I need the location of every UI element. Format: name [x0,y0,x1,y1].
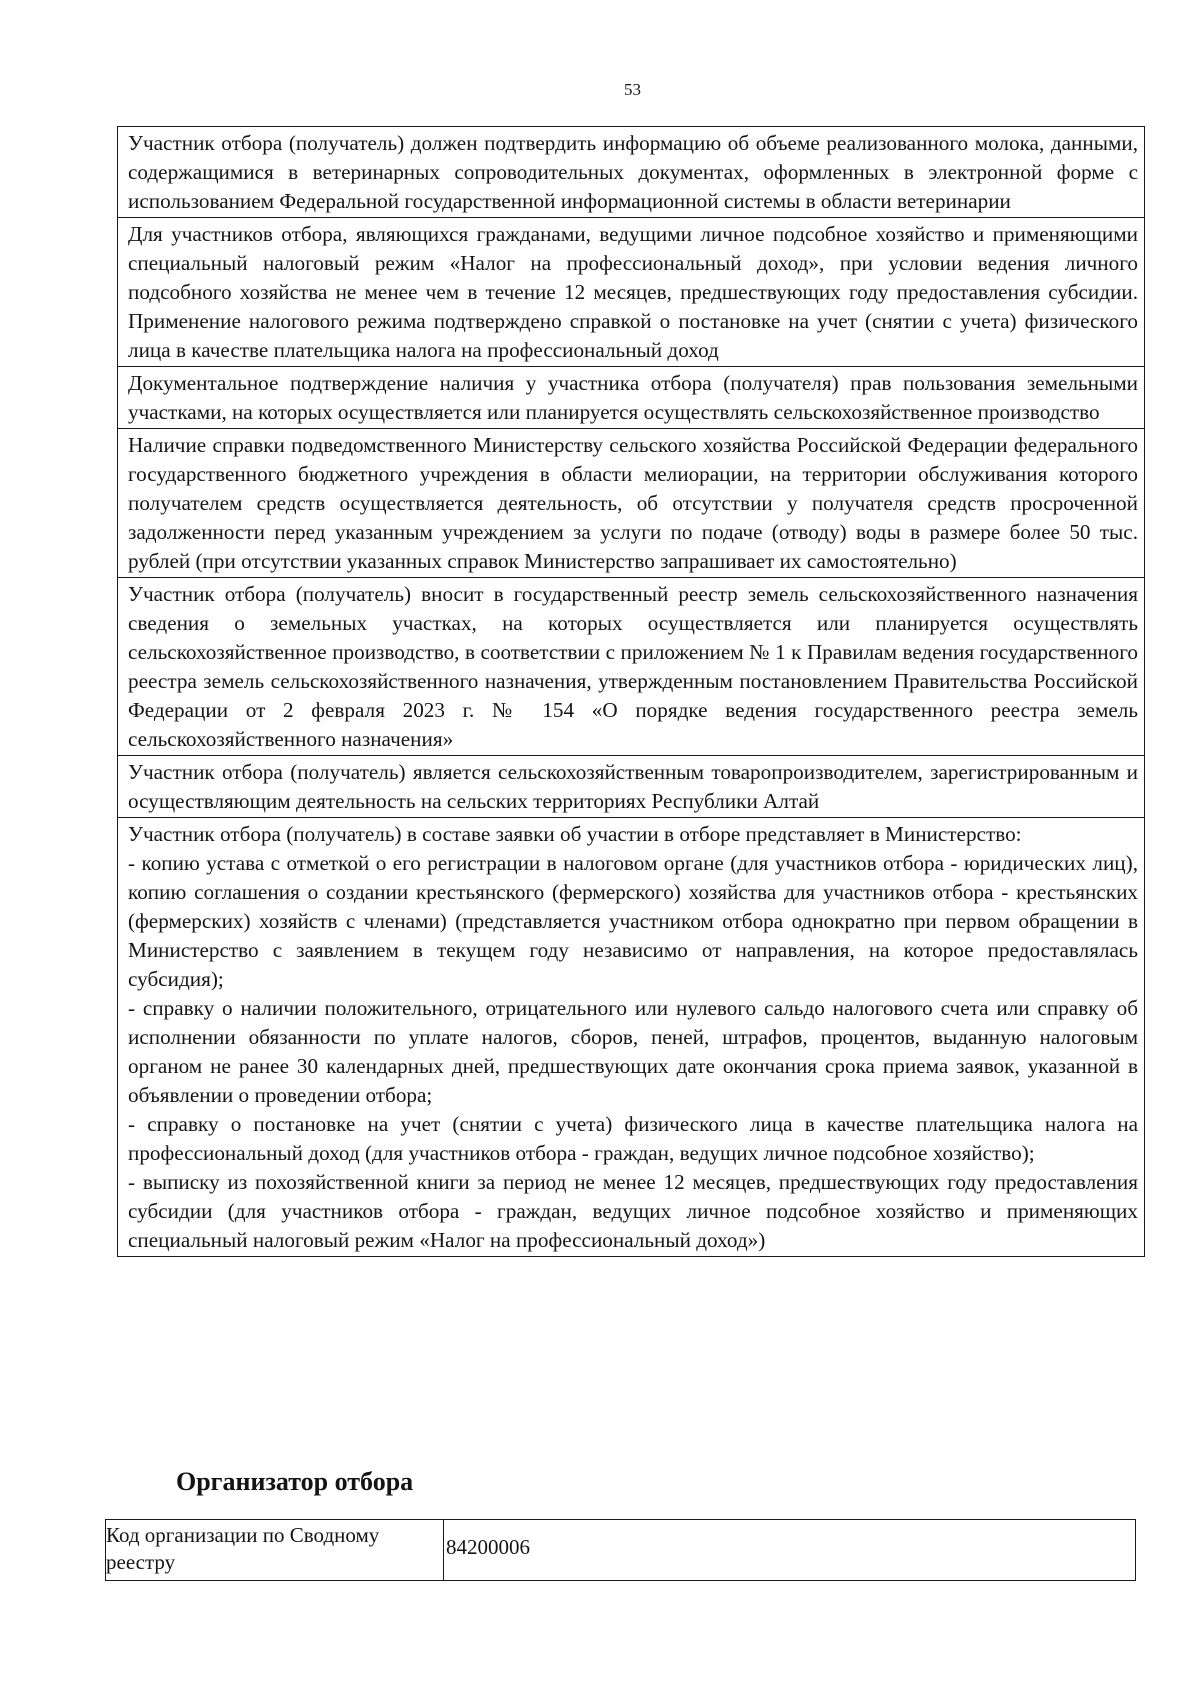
requirement-intro: Участник отбора (получатель) в составе заявки об участии в отборе представляет в Министерство: [128,822,1022,846]
requirement-row [118,429,1144,578]
requirement-text: Участник отбора (получатель) вносит в государственный реестр земель сельскохозяйственного назначения сведения о земельных участках, на которых осуществляется или планируется осуществлять сельскохозяйственное производство, в соответствии с приложением № 1 к Правилам ведения государственного реестра земель сельскохозяйственного назначения, утвержденным постановлением Правительства Российской Федерации от 2 февраля 2023 г. № 154 «О порядке ведения государственного реестра земель сельскохозяйственного назначения» [128,582,1138,751]
requirement-item: - копию устава с отметкой о его регистрации в налоговом органе (для участников отбора - юридических лиц), копию соглашения о создании крестьянского (фермерского) хозяйства для участников отбора - крестьянских (фермерских) хозяйств с членами) (представляется участником отбора однократно при первом обращении в Министерство с заявлением в текущем году независимо от направления, на которое предоставлялась субсидия); [128,851,1138,991]
requirement-item: - выписку из похозяйственной книги за период не менее 12 месяцев, предшествующих году предоставления субсидии (для участников отбора - граждан, ведущих личное подсобное хозяйство и применяющих специальный налоговый режим «Налог на профессиональный доход») [128,1170,1138,1252]
requirement-text: Наличие справки подведомственного Министерству сельского хозяйства Российской Федерации федерального государственного бюджетного учреждения в области мелиорации, на территории обслуживания которого получателем средств осуществляется деятельность, об отсутствии у получателя средств просроченной задолженности перед указанным учреждением за услуги по подаче (отводу) воды в размере более 50 тыс. рублей (при отсутствии указанных справок Министерство запрашивает их самостоятельно) [128,433,1138,573]
organizer-table [105,1519,1136,1581]
requirement-text: Участник отбора (получатель) должен подтвердить информацию об объеме реализованного молока, данными, содержащимися в ветеринарных сопроводительных документах, оформленных в электронной форме с использованием Федеральной государственной информационной системы в области ветеринарии [128,131,1138,213]
section-title: Организатор отбора [176,1467,414,1496]
requirement-item: - справку о наличии положительного, отрицательного или нулевого сальдо налогового счета или справку об исполнении обязанности по уплате налогов, сборов, пеней, штрафов, процентов, выданную налоговым органом не ранее 30 календарных дней, предшествующих дате окончания срока приема заявок, указанной в объявлении о проведении отбора; [128,996,1138,1107]
page-number: 53 [624,80,641,99]
requirement-text: Участник отбора (получатель) является сельскохозяйственным товаропроизводителем, зарегистрированным и осуществляющим деятельность на сельских территориях Республики Алтай [128,760,1138,813]
requirement-row [118,578,1144,756]
requirement-text: Для участников отбора, являющихся гражданами, ведущими личное подсобное хозяйство и применяющими специальный налоговый режим «Налог на профессиональный доход», при условии ведения личного подсобного хозяйства не менее чем в течение 12 месяцев, предшествующих году предоставления субсидии. Применение налогового режима подтверждено справкой о постановке на учет (снятии с учета) физического лица в качестве плательщика налога на профессиональный доход [128,222,1138,362]
requirement-text: Документальное подтверждение наличия у участника отбора (получателя) прав пользования земельными участками, на которых осуществляется или планируется осуществлять сельскохозяйственное производство [128,371,1138,424]
requirement-row [118,218,1144,367]
requirements-table [117,126,1145,1257]
requirement-row [118,127,1144,218]
organizer-code-value: 84200006 [446,1535,530,1559]
requirement-item: - справку о постановке на учет (снятии с учета) физического лица в качестве плательщика налога на профессиональный доход (для участников отбора - граждан, ведущих личное подсобное хозяйство); [128,1112,1138,1165]
organizer-code-label: Код организации по Сводному реестру [106,1520,444,1580]
requirement-row [118,367,1144,429]
requirement-row [118,818,1144,1256]
requirement-row [118,756,1144,818]
